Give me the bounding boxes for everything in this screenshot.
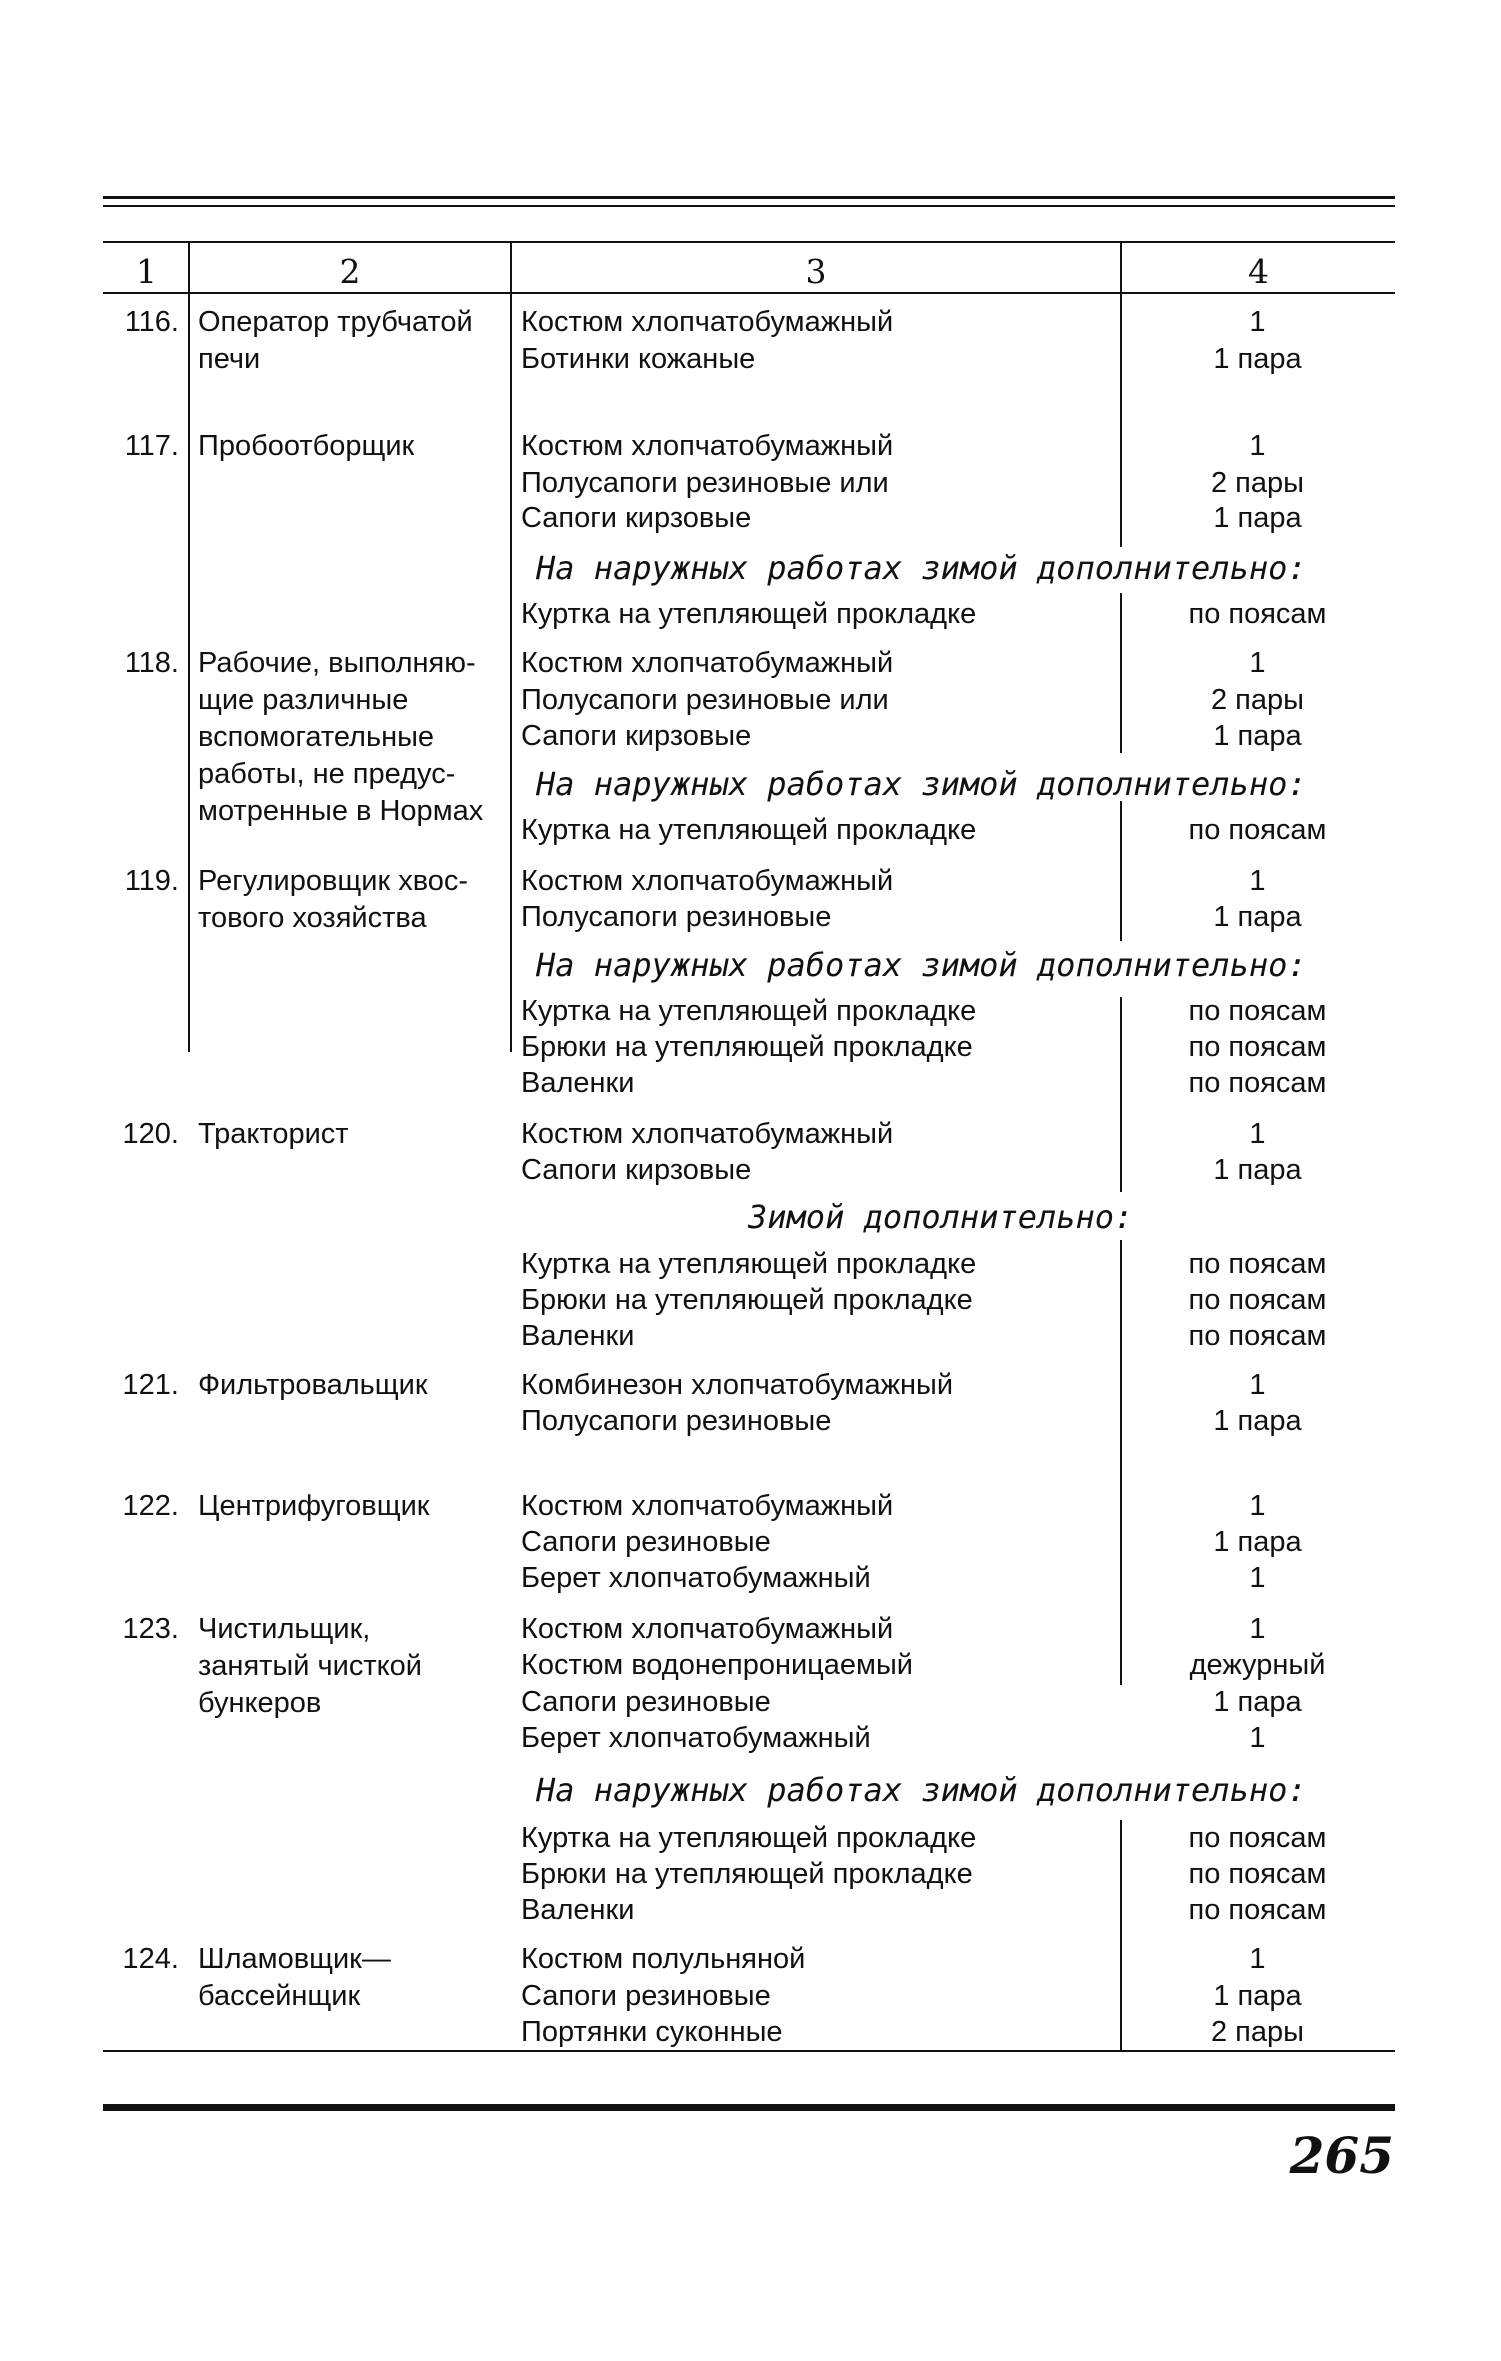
page-number: 265 (1289, 2126, 1394, 2185)
item: Брюки на утепляющей прокладке (521, 1031, 973, 1063)
item: Валенки (521, 1067, 635, 1099)
quantity: 2 пары (1211, 467, 1304, 499)
quantity: дежурный (1189, 1649, 1326, 1681)
quantity: 1 (1249, 647, 1266, 679)
profession-name (198, 1611, 518, 1722)
quantity: по поясам (1188, 1067, 1327, 1099)
quantity: по поясам (1188, 814, 1327, 846)
row-number: 124. (122, 1943, 179, 1975)
quantity: 1 (1249, 1490, 1266, 1522)
item: Сапоги кирзовые (521, 1154, 752, 1186)
item: Портянки суконные (521, 2016, 783, 2048)
quantity: 2 пары (1211, 2016, 1304, 2048)
header-col-1: 1 (136, 252, 157, 291)
item: Сапоги резиновые (521, 1980, 771, 2012)
additional-note: На наружных работах зимой дополнительно: (536, 946, 1307, 984)
item: Берет хлопчатобумажный (521, 1722, 871, 1754)
quantity: по поясам (1188, 1248, 1327, 1280)
item: Брюки на утепляющей прокладке (521, 1284, 973, 1316)
item: Полусапоги резиновые или (521, 684, 889, 716)
top-rule-thick (103, 196, 1395, 199)
row-number: 119. (124, 865, 179, 897)
quantity: 1 пара (1213, 901, 1302, 933)
item: Сапоги кирзовые (521, 720, 752, 752)
quantity: 1 (1249, 306, 1266, 338)
row-number: 122. (122, 1490, 179, 1522)
item: Куртка на утепляющей прокладке (521, 995, 977, 1027)
quantity: 1 пара (1213, 1405, 1302, 1437)
quantity: 1 пара (1213, 1526, 1302, 1558)
item: Сапоги резиновые (521, 1526, 771, 1558)
additional-note: На наружных работах зимой дополнительно: (536, 765, 1307, 803)
header-col-3: 3 (805, 252, 827, 291)
quantity: 1 (1249, 865, 1266, 897)
quantity: 1 (1249, 1722, 1266, 1754)
profession-text: Фильтровальщик (198, 1369, 428, 1401)
item: Костюм хлопчатобумажный (521, 1118, 894, 1150)
quantity: по поясам (1188, 995, 1327, 1027)
quantity: 1 пара (1213, 343, 1302, 375)
additional-note: На наружных работах зимой дополнительно: (536, 1771, 1307, 1809)
quantity: по поясам (1188, 1320, 1327, 1352)
quantity: по поясам (1188, 1284, 1327, 1316)
item: Костюм хлопчатобумажный (521, 1613, 894, 1645)
quantity: 1 (1249, 1943, 1266, 1975)
table-top-border (103, 241, 1395, 243)
item: Костюм хлопчатобумажный (521, 1490, 894, 1522)
item: Полусапоги резиновые (521, 1405, 832, 1437)
profession-text: Чистильщик, занятый чисткой бункеров (198, 1613, 422, 1719)
item: Берет хлопчатобумажный (521, 1562, 871, 1594)
item: Валенки (521, 1320, 635, 1352)
profession-text: Регулировщик хвос- тового хозяйства (198, 865, 469, 934)
quantity: 1 пара (1213, 1154, 1302, 1186)
item: Костюм водонепроницаемый (521, 1649, 914, 1681)
item: Комбинезон хлопчатобумажный (521, 1369, 954, 1401)
quantity: по поясам (1188, 1894, 1327, 1926)
item: Сапоги резиновые (521, 1686, 771, 1718)
item: Костюм хлопчатобумажный (521, 647, 894, 679)
quantity: по поясам (1188, 598, 1327, 630)
quantity: по поясам (1188, 1031, 1327, 1063)
row-number: 118. (124, 647, 179, 679)
footer-rule (103, 2104, 1395, 2111)
profession-name (198, 1367, 518, 1404)
quantity: 1 пара (1213, 502, 1302, 534)
profession-text: Тракторист (198, 1118, 349, 1150)
quantity: 1 пара (1213, 1686, 1302, 1718)
additional-note: Зимой дополнительно: (748, 1198, 1134, 1236)
item: Брюки на утепляющей прокладке (521, 1858, 973, 1890)
item: Костюм хлопчатобумажный (521, 865, 894, 897)
profession-text: Пробоотборщик (198, 430, 415, 462)
quantity: по поясам (1188, 1822, 1327, 1854)
row-number: 116. (124, 306, 179, 338)
profession-text: Центрифуговщик (198, 1490, 430, 1522)
quantity: 1 (1249, 1369, 1266, 1401)
item: Валенки (521, 1894, 635, 1926)
profession-name (198, 863, 518, 937)
row-number: 117. (124, 430, 179, 462)
quantity: 1 пара (1213, 720, 1302, 752)
profession-text: Рабочие, выполняю- щие различные вспомогательные работы, не предус- мотренные в Нормах (198, 647, 484, 827)
header-bottom-border (103, 292, 1395, 294)
profession-text: Шламовщик— бассейнщик (198, 1943, 391, 2012)
item: Костюм полульняной (521, 1943, 806, 1975)
additional-note: На наружных работах зимой дополнительно: (536, 549, 1307, 587)
profession-name (198, 304, 518, 378)
item: Куртка на утепляющей прокладке (521, 1248, 977, 1280)
profession-name (198, 428, 518, 465)
item: Ботинки кожаные (521, 343, 756, 375)
item: Куртка на утепляющей прокладке (521, 814, 977, 846)
row-number: 121. (122, 1369, 179, 1401)
quantity: 1 (1249, 1118, 1266, 1150)
profession-name (198, 1941, 518, 2015)
quantity: 1 (1249, 430, 1266, 462)
item: Куртка на утепляющей прокладке (521, 1822, 977, 1854)
profession-text: Оператор трубчатой печи (198, 306, 473, 375)
item: Полусапоги резиновые или (521, 467, 889, 499)
item: Костюм хлопчатобумажный (521, 306, 894, 338)
item: Куртка на утепляющей прокладке (521, 598, 977, 630)
quantity: 2 пары (1211, 684, 1304, 716)
item: Костюм хлопчатобумажный (521, 430, 894, 462)
item: Полусапоги резиновые (521, 901, 832, 933)
row-number: 123. (122, 1613, 179, 1645)
header-col-2: 2 (339, 252, 361, 291)
header-col-4: 4 (1248, 252, 1269, 291)
col-divider-1 (188, 241, 190, 1052)
quantity: 1 (1249, 1613, 1266, 1645)
quantity: 1 пара (1213, 1980, 1302, 2012)
profession-name (198, 1116, 518, 1153)
profession-name (198, 645, 518, 830)
quantity: по поясам (1188, 1858, 1327, 1890)
row-number: 120. (122, 1118, 179, 1150)
item: Сапоги кирзовые (521, 502, 752, 534)
top-rule-thin (103, 205, 1395, 207)
profession-name (198, 1488, 518, 1525)
quantity: 1 (1249, 1562, 1266, 1594)
